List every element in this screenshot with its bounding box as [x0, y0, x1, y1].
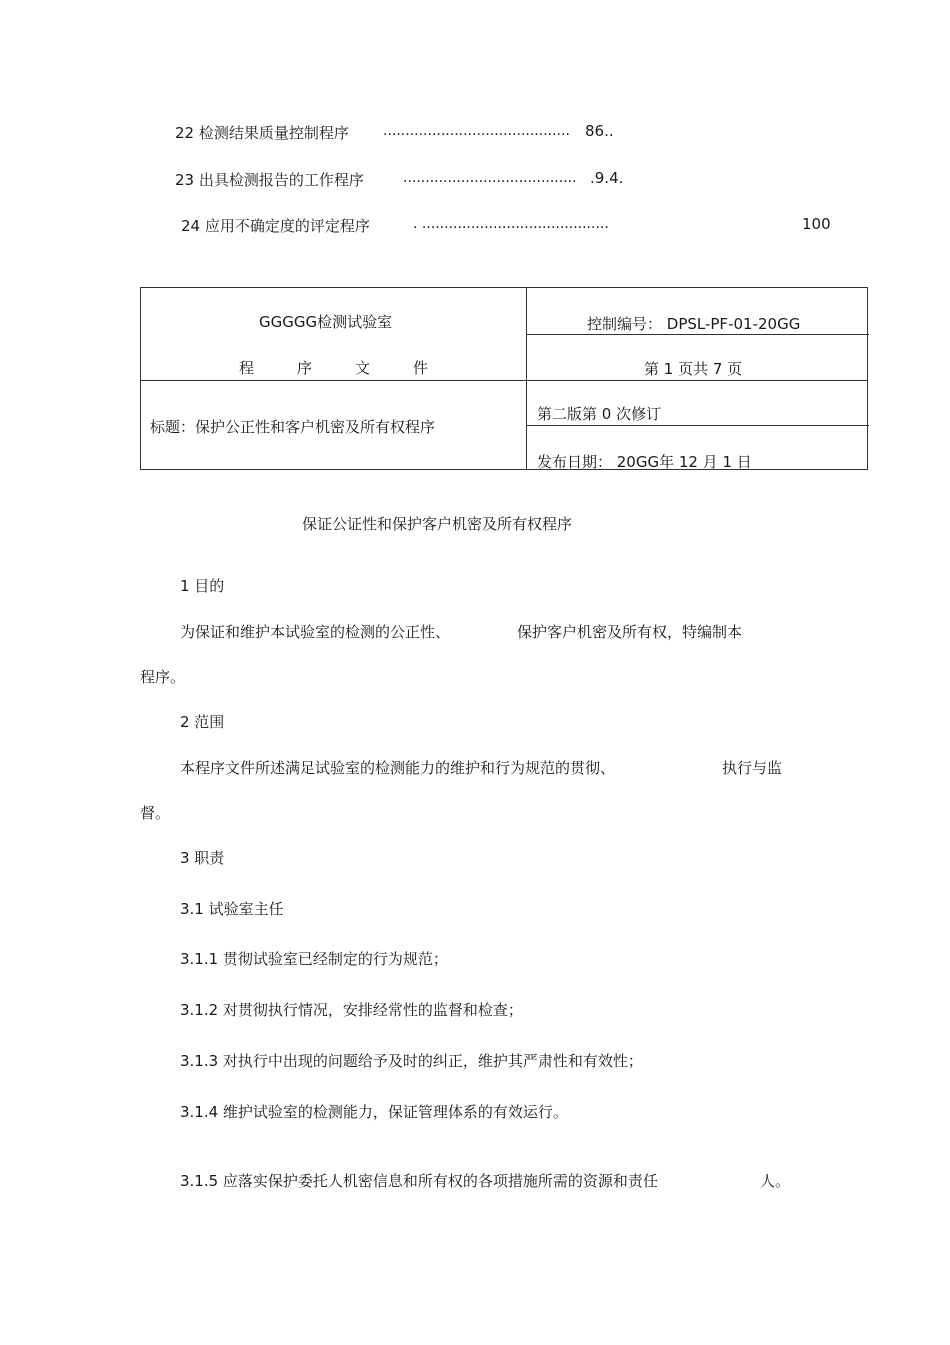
- paragraph-line: 执行与监: [722, 759, 783, 777]
- list-item: 3.1.4 维护试验室的检测能力，保证管理体系的有效运行。: [180, 1103, 568, 1121]
- toc-item-22-page: 86..: [585, 122, 614, 140]
- table-divider: [526, 425, 869, 426]
- document-title: 保证公证性和保护客户机密及所有权程序: [302, 515, 573, 533]
- section-heading: 2 范围: [180, 713, 225, 731]
- doc-type-char: 程: [239, 359, 255, 377]
- toc-item-22-label: 22 检测结果质量控制程序: [175, 124, 349, 142]
- table-divider: [526, 334, 869, 335]
- toc-item-23-dots: .......................................: [403, 170, 577, 186]
- doc-type-char: 件: [413, 359, 429, 377]
- paragraph-line: 保护客户机密及所有权，特编制本: [517, 623, 743, 641]
- control-number: 控制编号： DPSL-PF-01-20GG: [587, 315, 801, 333]
- page-info: 第 1 页共 7 页: [644, 360, 743, 378]
- list-item: 3.1.1 贯彻试验室已经制定的行为规范；: [180, 950, 448, 968]
- paragraph-line: 程序。: [140, 668, 186, 686]
- list-item: 人。: [760, 1172, 791, 1190]
- toc-item-23-label: 23 出具检测报告的工作程序: [175, 171, 364, 189]
- doc-type-label: [239, 357, 471, 378]
- release-date: 发布日期： 20GG年 12 月 1 日: [537, 453, 752, 471]
- table-divider: [141, 380, 867, 381]
- section-heading: 3 职责: [180, 849, 225, 867]
- toc-item-24-page: 100: [802, 215, 831, 233]
- list-item: 3.1.2 对贯彻执行情况，安排经常性的监督和检查；: [180, 1001, 523, 1019]
- paragraph-line: 为保证和维护本试验室的检测的公正性、: [180, 623, 451, 641]
- doc-type-char: 文: [355, 359, 371, 377]
- table-divider: [526, 288, 527, 469]
- list-item: 3.1.3 对执行中出现的问题给予及时的纠正，维护其严肃性和有效性；: [180, 1052, 643, 1070]
- toc-item-23-page: .9.4.: [590, 169, 624, 187]
- paragraph-line: 本程序文件所述满足试验室的检测能力的维护和行为规范的贯彻、: [180, 759, 616, 777]
- doc-subject-title: 标题：保护公正性和客户机密及所有权程序: [150, 418, 436, 436]
- toc-item-22-dots: ..........................................: [383, 123, 570, 139]
- list-item: 3.1.5 应落实保护委托人机密信息和所有权的各项措施所需的资源和责任: [180, 1172, 658, 1190]
- section-heading: 1 目的: [180, 577, 225, 595]
- document-header-table: [140, 287, 868, 470]
- paragraph-line: 督。: [140, 804, 171, 822]
- edition-info: 第二版第 0 次修订: [537, 405, 662, 423]
- subsection-heading: 3.1 试验室主任: [180, 900, 284, 918]
- doc-type-char: 序: [297, 359, 313, 377]
- toc-item-24-label: 24 应用不确定度的评定程序: [181, 217, 370, 235]
- toc-item-24-dots: . ..........................................: [413, 216, 609, 232]
- org-name: GGGGG检测试验室: [259, 313, 393, 331]
